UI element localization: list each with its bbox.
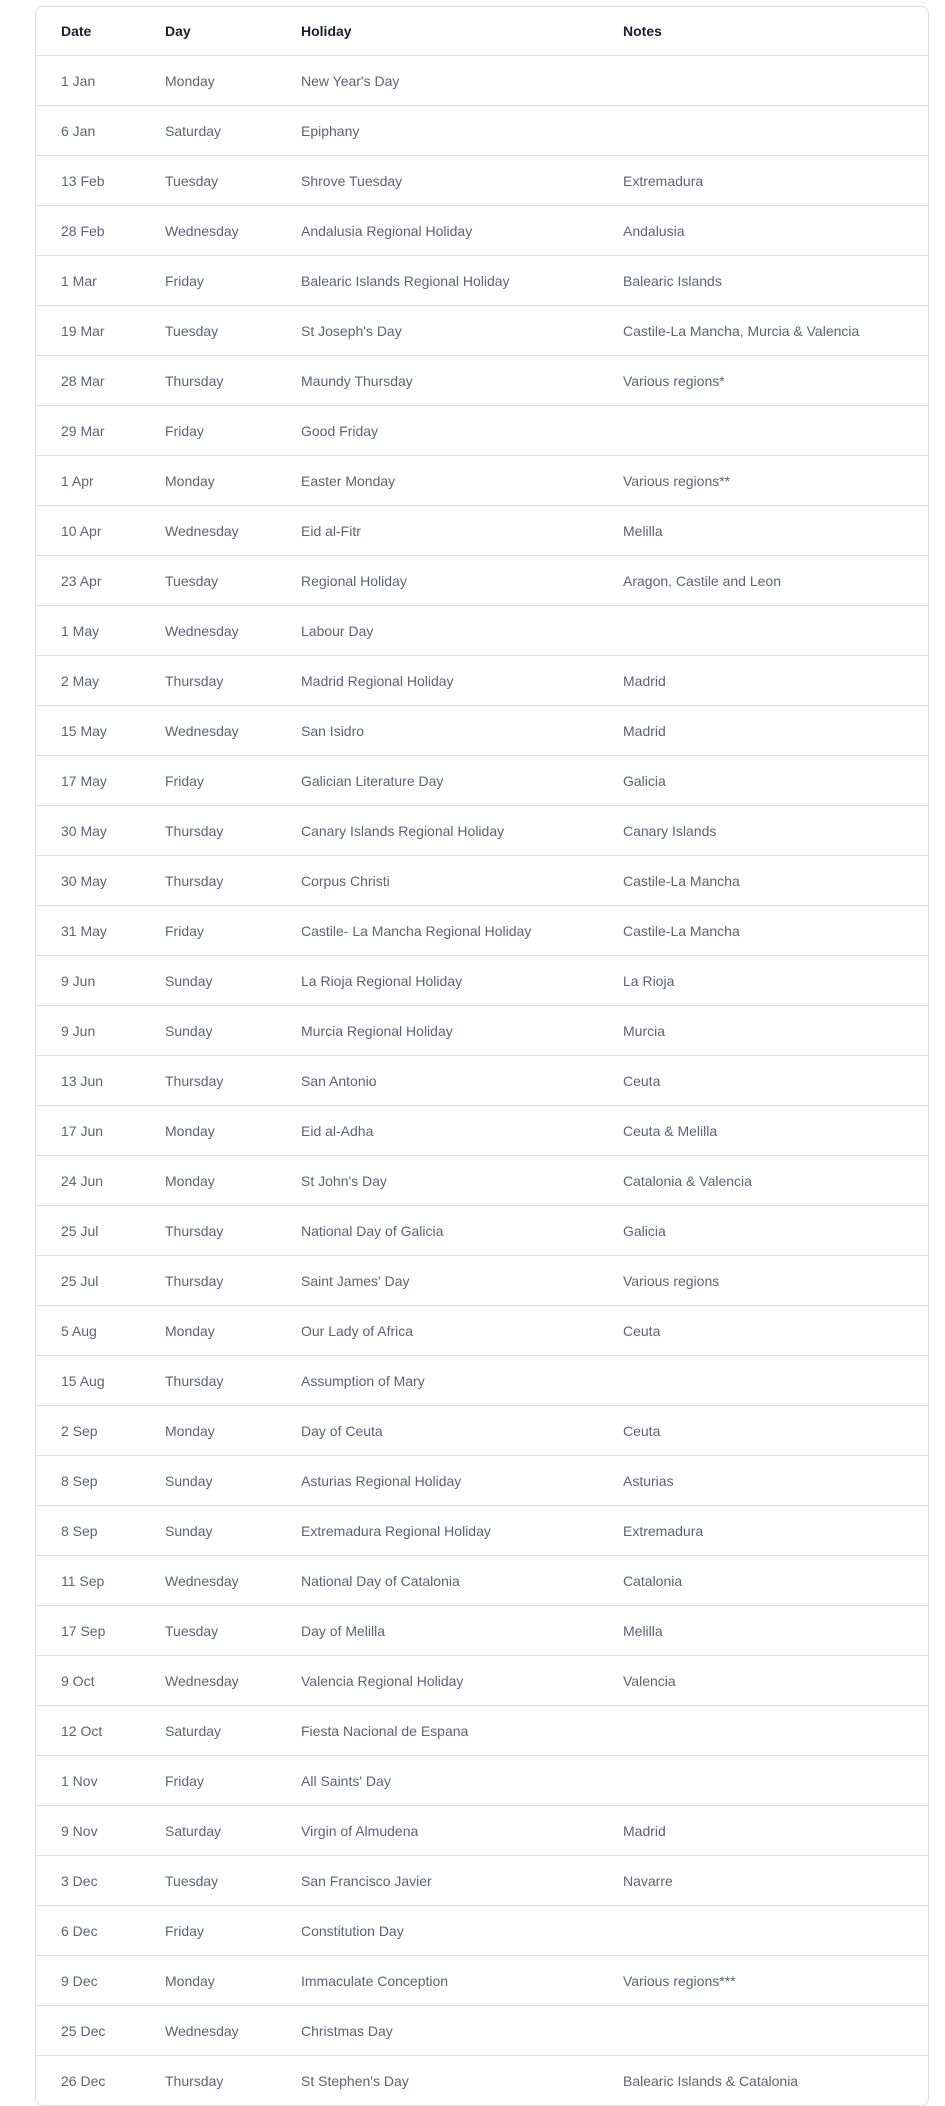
cell-notes	[598, 1906, 928, 1956]
cell-day: Tuesday	[140, 306, 276, 356]
table-row	[36, 906, 928, 956]
cell-notes: Galicia	[598, 756, 928, 806]
cell-day: Friday	[140, 756, 276, 806]
cell-day: Friday	[140, 256, 276, 306]
table-row	[36, 606, 928, 656]
cell-day: Thursday	[140, 856, 276, 906]
cell-notes: Melilla	[598, 506, 928, 556]
cell-holiday: New Year's Day	[276, 56, 598, 106]
cell-holiday: Madrid Regional Holiday	[276, 656, 598, 706]
cell-notes: Catalonia & Valencia	[598, 1156, 928, 1206]
cell-date: 26 Dec	[61, 2072, 106, 2089]
cell-holiday: National Day of Galicia	[276, 1206, 598, 1256]
table-row	[36, 356, 928, 406]
table-row	[36, 1006, 928, 1056]
table-row	[36, 1806, 928, 1856]
cell-day: Wednesday	[140, 2006, 276, 2056]
cell-notes: Asturias	[598, 1456, 928, 1506]
cell-day: Saturday	[140, 1706, 276, 1756]
cell-day: Thursday	[140, 1056, 276, 1106]
table-row	[36, 956, 928, 1006]
table-row	[36, 206, 928, 256]
cell-notes: Murcia	[598, 1006, 928, 1056]
table-row	[36, 1256, 928, 1306]
cell-notes: Ceuta	[598, 1406, 928, 1456]
cell-holiday: Valencia Regional Holiday	[276, 1656, 598, 1706]
cell-date: 29 Mar	[36, 406, 140, 456]
cell-date: 9 Jun	[36, 1006, 140, 1056]
table-row	[36, 506, 928, 556]
cell-notes: La Rioja	[598, 956, 928, 1006]
table-row	[36, 1156, 928, 1206]
cell-date: 25 Dec	[36, 2006, 140, 2056]
cell-notes: Navarre	[598, 1856, 928, 1906]
cell-notes: Extremadura	[598, 156, 928, 206]
cell-notes: Madrid	[598, 1806, 928, 1856]
table-row	[36, 856, 928, 906]
cell-date: 9 Oct	[36, 1656, 140, 1706]
cell-date: 23 Apr	[36, 556, 140, 606]
table-row	[36, 556, 928, 606]
cell-date: 30 May	[36, 856, 140, 906]
cell-date: 1 Nov	[36, 1756, 140, 1806]
cell-notes: Ceuta	[598, 1056, 928, 1106]
cell-date: 2 May	[36, 656, 140, 706]
cell-date: 28 Mar	[36, 356, 140, 406]
cell-day: Thursday	[140, 656, 276, 706]
cell-holiday: Balearic Islands Regional Holiday	[276, 256, 598, 306]
table-row	[36, 1906, 928, 1956]
cell-date: 5 Aug	[36, 1306, 140, 1356]
cell-day: Sunday	[140, 956, 276, 1006]
cell-day: Saturday	[140, 106, 276, 156]
cell-holiday: Saint James' Day	[276, 1256, 598, 1306]
table-row	[36, 2056, 928, 2106]
cell-day: Thursday	[140, 806, 276, 856]
cell-holiday: Galician Literature Day	[276, 756, 598, 806]
cell-day: Sunday	[140, 1506, 276, 1556]
table-row	[36, 1506, 928, 1556]
cell-holiday: Fiesta Nacional de Espana	[276, 1706, 598, 1756]
cell-holiday: Eid al-Adha	[276, 1106, 598, 1156]
cell-holiday: Day of Ceuta	[276, 1406, 598, 1456]
cell-notes	[598, 1756, 928, 1806]
cell-date: 9 Dec	[36, 1956, 140, 2006]
table-row	[36, 656, 928, 706]
cell-day: Tuesday	[140, 1606, 276, 1656]
cell-day: Friday	[140, 1756, 276, 1806]
cell-day: Wednesday	[140, 606, 276, 656]
table-row	[36, 2006, 928, 2056]
cell-holiday: Virgin of Almudena	[276, 1806, 598, 1856]
cell-date: 1 Apr	[36, 456, 140, 506]
column-header-day: Day	[140, 7, 276, 56]
cell-date: 1 Jan	[36, 56, 140, 106]
cell-day: Sunday	[140, 1456, 276, 1506]
cell-date: 17 May	[36, 756, 140, 806]
cell-notes	[598, 1706, 928, 1756]
cell-day: Monday	[140, 456, 276, 506]
table-row	[36, 1706, 928, 1756]
cell-notes	[598, 2006, 928, 2056]
cell-notes: Various regions	[598, 1256, 928, 1306]
cell-notes	[598, 1356, 928, 1406]
cell-date: 28 Feb	[36, 206, 140, 256]
table-body	[36, 56, 928, 2106]
cell-notes: Castile-La Mancha	[598, 906, 928, 956]
column-header-holiday: Holiday	[276, 7, 598, 56]
table-row	[36, 1056, 928, 1106]
cell-holiday: Murcia Regional Holiday	[276, 1006, 598, 1056]
cell-date: 30 May	[36, 806, 140, 856]
table-row	[36, 1606, 928, 1656]
table-row	[36, 256, 928, 306]
header-row	[36, 7, 928, 56]
cell-date: 15 Aug	[36, 1356, 140, 1406]
cell-date: 31 May	[36, 906, 140, 956]
cell-notes: Galicia	[598, 1206, 928, 1256]
cell-holiday: Eid al-Fitr	[276, 506, 598, 556]
holidays-table	[36, 7, 928, 2105]
cell-notes: Ceuta & Melilla	[598, 1106, 928, 1156]
cell-date: 8 Sep	[36, 1506, 140, 1556]
cell-notes	[598, 406, 928, 456]
cell-notes: Various regions*	[598, 356, 928, 406]
cell-notes: Canary Islands	[598, 806, 928, 856]
table-row	[36, 1306, 928, 1356]
cell-day: Wednesday	[140, 1556, 276, 1606]
table-row	[36, 756, 928, 806]
cell-holiday: Immaculate Conception	[276, 1956, 598, 2006]
cell-notes	[598, 56, 928, 106]
cell-notes	[598, 606, 928, 656]
cell-holiday: All Saints' Day	[276, 1756, 598, 1806]
cell-notes	[598, 106, 928, 156]
cell-holiday: La Rioja Regional Holiday	[276, 956, 598, 1006]
cell-holiday: Constitution Day	[276, 1906, 598, 1956]
column-header-date: Date	[36, 7, 140, 56]
table-row	[36, 56, 928, 106]
cell-date: 17 Jun	[36, 1106, 140, 1156]
cell-date: 6 Dec	[36, 1906, 140, 1956]
cell-day: Wednesday	[140, 1656, 276, 1706]
cell-date: 25 Jul	[36, 1206, 140, 1256]
cell-holiday: Extremadura Regional Holiday	[276, 1506, 598, 1556]
table-row	[36, 156, 928, 206]
table-row	[36, 1406, 928, 1456]
cell-day: Tuesday	[140, 1856, 276, 1906]
cell-holiday: Regional Holiday	[276, 556, 598, 606]
cell-holiday: St Stephen's Day	[301, 2072, 409, 2089]
table-row	[36, 1756, 928, 1806]
cell-holiday: Corpus Christi	[276, 856, 598, 906]
cell-day: Sunday	[140, 1006, 276, 1056]
cell-day: Thursday	[140, 356, 276, 406]
cell-holiday: Maundy Thursday	[276, 356, 598, 406]
table-header	[36, 7, 928, 56]
holidays-table-container	[35, 6, 929, 2106]
table-row	[36, 456, 928, 506]
cell-date: 9 Jun	[36, 956, 140, 1006]
cell-day: Friday	[140, 1906, 276, 1956]
cell-date: 15 May	[36, 706, 140, 756]
cell-date: 12 Oct	[36, 1706, 140, 1756]
cell-holiday: San Antonio	[276, 1056, 598, 1106]
cell-day: Monday	[140, 56, 276, 106]
cell-notes: Madrid	[598, 706, 928, 756]
cell-holiday: Epiphany	[276, 106, 598, 156]
cell-day: Friday	[140, 906, 276, 956]
cell-date: 1 Mar	[36, 256, 140, 306]
cell-holiday: Easter Monday	[276, 456, 598, 506]
cell-date: 10 Apr	[36, 506, 140, 556]
cell-holiday: Our Lady of Africa	[276, 1306, 598, 1356]
cell-notes: Catalonia	[598, 1556, 928, 1606]
cell-date: 11 Sep	[36, 1556, 140, 1606]
cell-day: Tuesday	[140, 156, 276, 206]
cell-day: Thursday	[140, 1256, 276, 1306]
cell-holiday: Assumption of Mary	[276, 1356, 598, 1406]
cell-holiday: San Francisco Javier	[276, 1856, 598, 1906]
cell-holiday: Day of Melilla	[276, 1606, 598, 1656]
cell-day: Wednesday	[140, 506, 276, 556]
table-row	[36, 306, 928, 356]
cell-notes: Castile-La Mancha, Murcia & Valencia	[598, 306, 928, 356]
cell-day: Tuesday	[140, 556, 276, 606]
table-row	[36, 1356, 928, 1406]
cell-notes: Melilla	[598, 1606, 928, 1656]
cell-date: 2 Sep	[36, 1406, 140, 1456]
cell-holiday: National Day of Catalonia	[276, 1556, 598, 1606]
cell-date: 9 Nov	[36, 1806, 140, 1856]
cell-day: Wednesday	[140, 206, 276, 256]
cell-day: Monday	[140, 1156, 276, 1206]
cell-day: Saturday	[140, 1806, 276, 1856]
table-row	[36, 1456, 928, 1506]
cell-notes: Balearic Islands	[598, 256, 928, 306]
table-row	[36, 1856, 928, 1906]
cell-holiday: Shrove Tuesday	[276, 156, 598, 206]
cell-notes: Valencia	[598, 1656, 928, 1706]
cell-notes: Castile-La Mancha	[598, 856, 928, 906]
cell-holiday: Andalusia Regional Holiday	[276, 206, 598, 256]
cell-date: 19 Mar	[36, 306, 140, 356]
cell-notes: Various regions***	[598, 1956, 928, 2006]
cell-day: Monday	[140, 1406, 276, 1456]
table-row	[36, 1656, 928, 1706]
table-row	[36, 1206, 928, 1256]
table-row	[36, 1556, 928, 1606]
cell-day: Monday	[140, 1956, 276, 2006]
cell-day: Thursday	[140, 1206, 276, 1256]
cell-date: 1 May	[36, 606, 140, 656]
table-row	[36, 406, 928, 456]
cell-date: 25 Jul	[36, 1256, 140, 1306]
cell-day: Thursday	[165, 2072, 224, 2089]
cell-day: Friday	[140, 406, 276, 456]
table-row	[36, 706, 928, 756]
cell-notes: Extremadura	[598, 1506, 928, 1556]
cell-date: 24 Jun	[36, 1156, 140, 1206]
cell-holiday: Christmas Day	[276, 2006, 598, 2056]
cell-day: Thursday	[140, 1356, 276, 1406]
cell-date: 17 Sep	[36, 1606, 140, 1656]
cell-notes: Madrid	[598, 656, 928, 706]
cell-notes: Aragon, Castile and Leon	[598, 556, 928, 606]
cell-holiday: Castile- La Mancha Regional Holiday	[276, 906, 598, 956]
cell-date: 6 Jan	[36, 106, 140, 156]
cell-notes: Ceuta	[598, 1306, 928, 1356]
cell-holiday: Labour Day	[276, 606, 598, 656]
cell-date: 8 Sep	[36, 1456, 140, 1506]
cell-holiday: St John's Day	[276, 1156, 598, 1206]
cell-holiday: Asturias Regional Holiday	[276, 1456, 598, 1506]
cell-notes: Andalusia	[598, 206, 928, 256]
column-header-notes: Notes	[598, 7, 928, 56]
table-row	[36, 1956, 928, 2006]
cell-holiday: Good Friday	[276, 406, 598, 456]
cell-day: Monday	[140, 1306, 276, 1356]
cell-day: Monday	[140, 1106, 276, 1156]
table-row	[36, 106, 928, 156]
cell-holiday: St Joseph's Day	[276, 306, 598, 356]
cell-notes: Various regions**	[598, 456, 928, 506]
table-row	[36, 806, 928, 856]
cell-date: 13 Feb	[36, 156, 140, 206]
cell-holiday: Canary Islands Regional Holiday	[276, 806, 598, 856]
table-row	[36, 1106, 928, 1156]
cell-date: 3 Dec	[36, 1856, 140, 1906]
cell-notes: Balearic Islands & Catalonia	[623, 2072, 799, 2089]
cell-holiday: San Isidro	[276, 706, 598, 756]
cell-day: Wednesday	[140, 706, 276, 756]
cell-date: 13 Jun	[36, 1056, 140, 1106]
